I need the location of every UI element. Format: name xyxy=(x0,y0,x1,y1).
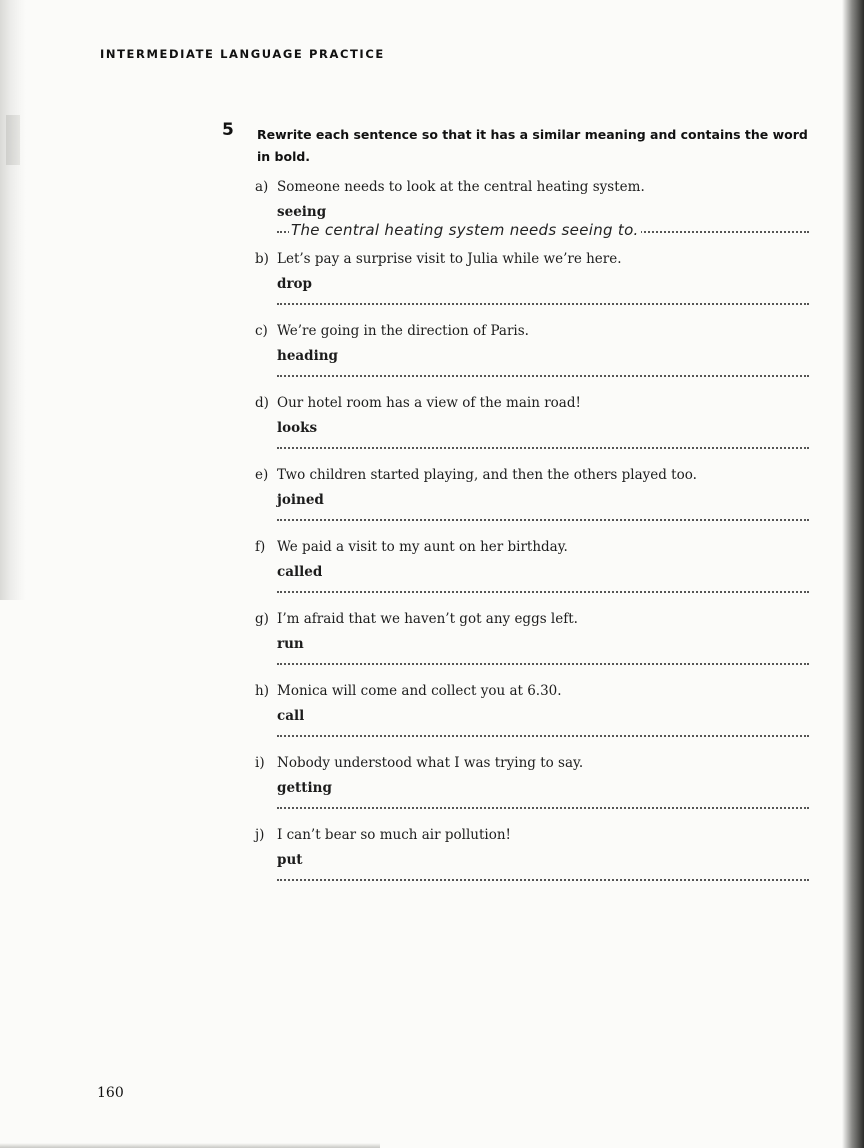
item-keyword: drop xyxy=(277,276,312,292)
item-sentence: Someone needs to look at the central heating system. xyxy=(277,179,645,195)
item-keyword: put xyxy=(277,852,303,868)
exercise-item-i xyxy=(255,753,811,825)
item-letter: a) xyxy=(255,179,269,195)
item-sentence: Two children started playing, and then the others played too. xyxy=(277,467,697,483)
item-keyword: called xyxy=(277,564,323,580)
exercise-items xyxy=(255,177,811,897)
item-letter: j) xyxy=(255,827,265,843)
item-keyword: call xyxy=(277,708,305,724)
scan-left-mark xyxy=(6,115,20,165)
answer-line[interactable] xyxy=(277,375,809,377)
item-sentence: I’m afraid that we haven’t got any eggs left. xyxy=(277,611,578,627)
item-sentence: I can’t bear so much air pollution! xyxy=(277,827,511,843)
item-sentence: Monica will come and collect you at 6.30. xyxy=(277,683,562,699)
answer-line[interactable] xyxy=(277,735,809,737)
item-sentence: We’re going in the direction of Paris. xyxy=(277,323,529,339)
item-keyword: run xyxy=(277,636,304,652)
answer-line[interactable] xyxy=(277,663,809,665)
item-letter: f) xyxy=(255,539,266,555)
exercise-instruction: Rewrite each sentence so that it has a similar meaning and contains the word in bold. xyxy=(257,127,808,164)
scan-binding-edge xyxy=(842,0,864,1148)
item-keyword: heading xyxy=(277,348,338,364)
answer-line[interactable] xyxy=(277,591,809,593)
item-letter: c) xyxy=(255,323,268,339)
item-letter: h) xyxy=(255,683,269,699)
exercise-item-j xyxy=(255,825,811,897)
exercise-item-b xyxy=(255,249,811,321)
answer-line[interactable] xyxy=(277,519,809,521)
item-sentence: We paid a visit to my aunt on her birthday. xyxy=(277,539,568,555)
exercise-item-e xyxy=(255,465,811,537)
answer-line[interactable] xyxy=(277,879,809,881)
exercise-number: 5 xyxy=(222,120,234,140)
item-letter: e) xyxy=(255,467,269,483)
exercise-item-f xyxy=(255,537,811,609)
answer-line[interactable] xyxy=(277,303,809,305)
item-letter: g) xyxy=(255,611,269,627)
running-head: INTERMEDIATE LANGUAGE PRACTICE xyxy=(100,47,385,61)
page-number: 160 xyxy=(97,1085,124,1101)
item-letter: d) xyxy=(255,395,269,411)
scan-bottom-edge xyxy=(0,1143,380,1148)
item-sentence: Nobody understood what I was trying to say. xyxy=(277,755,584,771)
exercise-item-g xyxy=(255,609,811,681)
item-sentence: Let’s pay a surprise visit to Julia while we’re here. xyxy=(277,251,622,267)
item-keyword: looks xyxy=(277,420,318,436)
item-sentence: Our hotel room has a view of the main road! xyxy=(277,395,581,411)
exercise-item-c xyxy=(255,321,811,393)
exercise-item-d xyxy=(255,393,811,465)
item-letter: b) xyxy=(255,251,269,267)
answer-line[interactable] xyxy=(277,447,809,449)
item-keyword: getting xyxy=(277,780,332,796)
exercise-item-h xyxy=(255,681,811,753)
scan-left-shadow xyxy=(0,0,26,600)
handwritten-answer: The central heating system needs seeing to. xyxy=(291,221,639,239)
answer-line[interactable] xyxy=(277,807,809,809)
item-keyword: seeing xyxy=(277,204,327,220)
item-letter: i) xyxy=(255,755,265,771)
exercise-item-a xyxy=(255,177,811,249)
item-keyword: joined xyxy=(277,492,324,508)
